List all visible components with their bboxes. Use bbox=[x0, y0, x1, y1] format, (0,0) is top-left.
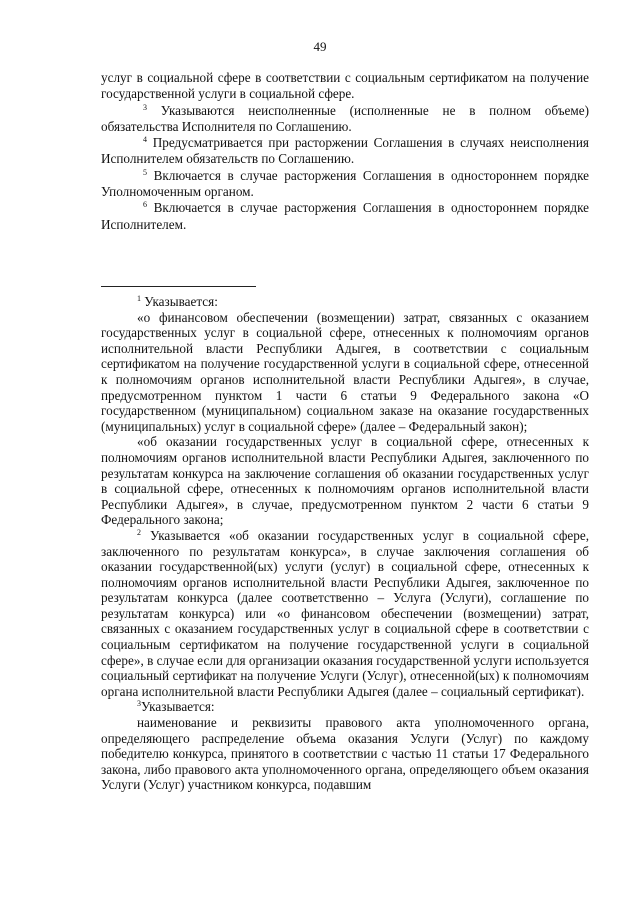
main-text bbox=[101, 70, 589, 233]
footnote-marker: 3 bbox=[137, 699, 141, 709]
footnote-text: Указывается: bbox=[141, 699, 215, 715]
footnote-text: наименование и реквизиты правового акта уполномоченного органа, определяющего распределение объема оказания Услуги (Услуг) по каждому победителю конкурса, принятого в соответствии с частью 11 статьи 17 Федерального закона, либо правового акта уполномоченного органа, определяющего объем оказания Услуги (Услуг) участником конкурса, подавшим bbox=[101, 715, 589, 793]
footnote-marker: 5 bbox=[143, 167, 147, 177]
paragraph-text: услуг в социальной сфере в соответствии с социальным сертификатом на получение государственной услуги в социальной сфере. bbox=[101, 70, 589, 102]
footnote-text: Указывается: bbox=[141, 294, 218, 309]
footnote-marker: 3 bbox=[143, 102, 147, 112]
main-paragraph bbox=[101, 135, 589, 168]
footnote-paragraph bbox=[101, 434, 589, 528]
main-paragraph bbox=[101, 103, 589, 136]
paragraph-text: Предусматривается при расторжении Соглашения в случаях неисполнения Исполнителем обязательств по Соглашению. bbox=[101, 135, 589, 167]
footnote-paragraph bbox=[101, 715, 589, 793]
footnote-text: Указывается «об оказании государственных услуг в социальной сфере, заключенного по результатам конкурса», в случае заключения соглашения об оказании государственной(ых) услуги (услуг) в социальной сфере, отнесенных к полномочиям органов исполнительной власти Республики Адыгея, заключенное по результатам конкурса (далее соответственно – Услуга (Услуги), соглашение по результатам конкурса) или «о финансовом обеспечении (возмещении) затрат, связанных с оказанием государственных услуг в социальной сфере в соответствии с социальным сертификатом на получение государственной услуги в социальной сфере», в случае если для организации оказания государственной услуги используется социальный сертификат на получение Услуги (Услуг), отнесенной(ых) к полномочиям органа исполнительной власти Республики Адыгея (далее – социальный сертификат). bbox=[101, 527, 589, 699]
footnote-marker: 2 bbox=[137, 527, 141, 537]
footnote-marker: 4 bbox=[143, 135, 147, 145]
footnote-marker: 1 bbox=[137, 294, 141, 303]
main-paragraph bbox=[101, 168, 589, 201]
footnote-text: «об оказании государственных услуг в социальной сфере, отнесенных к полномочиям органов исполнительной власти Республики Адыгея, заключенного по результатам конкурса на заключение соглашения об оказании государственных услуг в социальной сфере, отнесенных к полномочиям органов исполнительной власти Республики Адыгея», в случае, предусмотренном пунктом 2 части 6 статьи 9 Федерального закона; bbox=[101, 434, 589, 528]
page-number: 49 bbox=[313, 39, 327, 54]
paragraph-text: Указываются неисполненные (исполненные не в полном объеме) обязательства Исполнителя по Соглашению. bbox=[101, 102, 589, 134]
footnote-text: «о финансовом обеспечении (возмещении) затрат, связанных с оказанием государственных услуг в социальной сфере, отнесенных к полномочиям органов исполнительной власти Республики Адыгея, в соответствии с социальным сертификатом на получение государственной услуги в социальной сфере, отнесенной к полномочиям органов исполнительной власти Республики Адыгея», в случае, предусмотренном пунктом 1 части 6 статьи 9 Федерального закона «О государственном (муниципальном) социальном заказе на оказание государственных (муниципальных) услуг в социальной сфере» (далее – Федеральный закон); bbox=[101, 309, 589, 434]
footnotes bbox=[101, 294, 589, 793]
paragraph-text: Включается в случае расторжения Соглашения в одностороннем порядке Уполномоченным органом. bbox=[101, 167, 589, 200]
footnote-paragraph bbox=[101, 528, 589, 700]
footnote-separator bbox=[101, 286, 256, 287]
footnote-marker: 6 bbox=[143, 200, 147, 210]
main-paragraph bbox=[101, 70, 589, 103]
footnote-paragraph bbox=[101, 699, 589, 715]
main-paragraph bbox=[101, 200, 589, 233]
footnote-paragraph bbox=[101, 310, 589, 435]
footnote-paragraph bbox=[101, 294, 589, 310]
paragraph-text: Включается в случае расторжения Соглашения в одностороннем порядке Исполнителем. bbox=[101, 200, 589, 232]
